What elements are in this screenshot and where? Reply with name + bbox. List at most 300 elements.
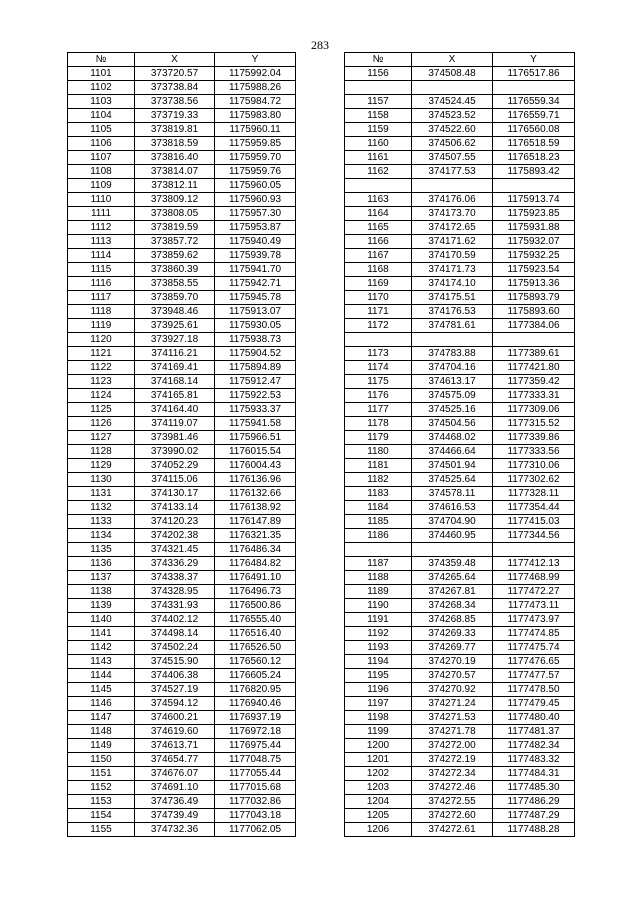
- table-row: [68, 151, 296, 165]
- y-coordinate-cell: 1177479.45: [493, 697, 575, 711]
- point-number-cell: 1120: [68, 333, 135, 347]
- point-number-cell: 1165: [345, 221, 412, 235]
- y-coordinate-cell: 1177339.86: [493, 431, 575, 445]
- table-header-row: [68, 53, 296, 67]
- point-number-cell: 1202: [345, 767, 412, 781]
- point-number-cell: 1168: [345, 263, 412, 277]
- y-coordinate-cell: 1175894.89: [215, 361, 296, 375]
- x-coordinate-cell: 374272.61: [412, 823, 493, 837]
- y-coordinate-cell: 1177032.86: [215, 795, 296, 809]
- y-coordinate-cell: 1177315.52: [493, 417, 575, 431]
- table-row: [345, 109, 575, 123]
- point-number-cell: 1131: [68, 487, 135, 501]
- x-coordinate-cell: 373809.12: [135, 193, 215, 207]
- point-number-cell: 1124: [68, 389, 135, 403]
- x-coordinate-cell: 374613.17: [412, 375, 493, 389]
- point-number-cell: 1179: [345, 431, 412, 445]
- table-row: [345, 515, 575, 529]
- table-row: [345, 137, 575, 151]
- x-coordinate-cell: 373738.84: [135, 81, 215, 95]
- y-coordinate-cell: 1175939.78: [215, 249, 296, 263]
- x-coordinate-cell: 374052.29: [135, 459, 215, 473]
- point-number-cell: 1158: [345, 109, 412, 123]
- y-coordinate-cell: 1177473.11: [493, 599, 575, 613]
- point-number-cell: 1161: [345, 151, 412, 165]
- y-coordinate-cell: 1175953.87: [215, 221, 296, 235]
- table-row: [68, 375, 296, 389]
- coordinates-table-left: [67, 52, 296, 837]
- table-row: [68, 599, 296, 613]
- table-row: [68, 781, 296, 795]
- point-number-cell: 1118: [68, 305, 135, 319]
- table-row: [68, 277, 296, 291]
- table-row: [345, 431, 575, 445]
- point-number-cell: [345, 81, 412, 95]
- x-coordinate-cell: 374268.34: [412, 599, 493, 613]
- point-number-cell: 1141: [68, 627, 135, 641]
- y-coordinate-cell: 1175893.79: [493, 291, 575, 305]
- point-number-cell: 1177: [345, 403, 412, 417]
- table-row: [68, 683, 296, 697]
- point-number-cell: 1129: [68, 459, 135, 473]
- x-coordinate-cell: 374272.46: [412, 781, 493, 795]
- point-number-cell: 1106: [68, 137, 135, 151]
- x-coordinate-cell: 374269.77: [412, 641, 493, 655]
- y-coordinate-cell: 1175960.05: [215, 179, 296, 193]
- point-number-cell: 1204: [345, 795, 412, 809]
- y-coordinate-cell: 1175913.07: [215, 305, 296, 319]
- point-number-cell: 1136: [68, 557, 135, 571]
- y-coordinate-cell: 1176555.40: [215, 613, 296, 627]
- x-coordinate-cell: 373948.46: [135, 305, 215, 319]
- table-row: [345, 193, 575, 207]
- x-coordinate-cell: [412, 333, 493, 347]
- x-coordinate-cell: 374115.06: [135, 473, 215, 487]
- table-header-row: [345, 53, 575, 67]
- point-number-cell: 1137: [68, 571, 135, 585]
- y-coordinate-cell: 1177473.97: [493, 613, 575, 627]
- x-coordinate-cell: 374172.65: [412, 221, 493, 235]
- x-coordinate-cell: 374271.24: [412, 697, 493, 711]
- table-row: [68, 473, 296, 487]
- y-coordinate-cell: 1176136.96: [215, 473, 296, 487]
- point-number-cell: 1147: [68, 711, 135, 725]
- x-coordinate-cell: 374338.37: [135, 571, 215, 585]
- point-number-cell: 1130: [68, 473, 135, 487]
- point-number-cell: 1190: [345, 599, 412, 613]
- table-row: [345, 151, 575, 165]
- x-coordinate-cell: 374594.12: [135, 697, 215, 711]
- y-coordinate-cell: 1177310.06: [493, 459, 575, 473]
- x-coordinate-cell: 373857.72: [135, 235, 215, 249]
- table-row: [68, 179, 296, 193]
- point-number-cell: 1110: [68, 193, 135, 207]
- table-row: [68, 739, 296, 753]
- table-row: [345, 95, 575, 109]
- x-coordinate-cell: 374460.95: [412, 529, 493, 543]
- x-coordinate-cell: 374265.64: [412, 571, 493, 585]
- x-coordinate-cell: 374507.55: [412, 151, 493, 165]
- table-row: [68, 235, 296, 249]
- point-number-cell: 1197: [345, 697, 412, 711]
- y-coordinate-cell: 1177476.65: [493, 655, 575, 669]
- table-row: [68, 249, 296, 263]
- point-number-cell: 1199: [345, 725, 412, 739]
- point-number-cell: 1166: [345, 235, 412, 249]
- point-number-cell: 1121: [68, 347, 135, 361]
- y-coordinate-cell: 1177015.68: [215, 781, 296, 795]
- point-number-cell: 1112: [68, 221, 135, 235]
- point-number-cell: 1185: [345, 515, 412, 529]
- x-coordinate-cell: 374171.62: [412, 235, 493, 249]
- x-coordinate-cell: 374269.33: [412, 627, 493, 641]
- y-coordinate-cell: 1177328.11: [493, 487, 575, 501]
- table-row: [68, 655, 296, 669]
- x-coordinate-cell: 374468.02: [412, 431, 493, 445]
- table-row: [345, 221, 575, 235]
- point-number-cell: 1126: [68, 417, 135, 431]
- x-coordinate-cell: 374359.48: [412, 557, 493, 571]
- point-number-cell: 1186: [345, 529, 412, 543]
- point-number-cell: 1122: [68, 361, 135, 375]
- table-row: [68, 193, 296, 207]
- x-coordinate-cell: 374177.53: [412, 165, 493, 179]
- y-coordinate-cell: 1176500.86: [215, 599, 296, 613]
- column-header-number: №: [68, 53, 135, 67]
- x-coordinate-cell: 374525.16: [412, 403, 493, 417]
- point-number-cell: 1173: [345, 347, 412, 361]
- point-number-cell: 1104: [68, 109, 135, 123]
- x-coordinate-cell: 373816.40: [135, 151, 215, 165]
- y-coordinate-cell: 1176559.34: [493, 95, 575, 109]
- y-coordinate-cell: [493, 81, 575, 95]
- point-number-cell: 1155: [68, 823, 135, 837]
- x-coordinate-cell: 374270.92: [412, 683, 493, 697]
- table-row: [68, 333, 296, 347]
- point-number-cell: 1181: [345, 459, 412, 473]
- y-coordinate-cell: 1177333.31: [493, 389, 575, 403]
- x-coordinate-cell: 373720.57: [135, 67, 215, 81]
- x-coordinate-cell: 373981.46: [135, 431, 215, 445]
- x-coordinate-cell: 374268.85: [412, 613, 493, 627]
- x-coordinate-cell: 374202.38: [135, 529, 215, 543]
- x-coordinate-cell: 373719.33: [135, 109, 215, 123]
- y-coordinate-cell: 1175983.80: [215, 109, 296, 123]
- x-coordinate-cell: 374164.40: [135, 403, 215, 417]
- y-coordinate-cell: 1175922.53: [215, 389, 296, 403]
- x-coordinate-cell: 374501.94: [412, 459, 493, 473]
- x-coordinate-cell: 374600.21: [135, 711, 215, 725]
- y-coordinate-cell: 1177480.40: [493, 711, 575, 725]
- point-number-cell: 1169: [345, 277, 412, 291]
- y-coordinate-cell: 1175942.71: [215, 277, 296, 291]
- y-coordinate-cell: 1177412.13: [493, 557, 575, 571]
- y-coordinate-cell: 1176015.54: [215, 445, 296, 459]
- y-coordinate-cell: 1176486.34: [215, 543, 296, 557]
- x-coordinate-cell: 374272.34: [412, 767, 493, 781]
- point-number-cell: 1178: [345, 417, 412, 431]
- y-coordinate-cell: 1176975.44: [215, 739, 296, 753]
- point-number-cell: 1206: [345, 823, 412, 837]
- point-number-cell: 1191: [345, 613, 412, 627]
- table-row: [345, 67, 575, 81]
- table-row: [345, 417, 575, 431]
- table-row: [345, 697, 575, 711]
- x-coordinate-cell: 374331.93: [135, 599, 215, 613]
- table-row: [68, 725, 296, 739]
- point-number-cell: 1182: [345, 473, 412, 487]
- point-number-cell: 1203: [345, 781, 412, 795]
- y-coordinate-cell: 1177484.31: [493, 767, 575, 781]
- y-coordinate-cell: 1177487.29: [493, 809, 575, 823]
- y-coordinate-cell: 1177415.03: [493, 515, 575, 529]
- point-number-cell: 1103: [68, 95, 135, 109]
- table-row: [68, 767, 296, 781]
- x-coordinate-cell: 374267.81: [412, 585, 493, 599]
- x-coordinate-cell: 374406.38: [135, 669, 215, 683]
- x-coordinate-cell: 373819.81: [135, 123, 215, 137]
- x-coordinate-cell: 374676.07: [135, 767, 215, 781]
- table-row: [68, 711, 296, 725]
- x-coordinate-cell: 374321.45: [135, 543, 215, 557]
- point-number-cell: 1187: [345, 557, 412, 571]
- table-row: [68, 557, 296, 571]
- y-coordinate-cell: 1177485.30: [493, 781, 575, 795]
- table-row: [345, 291, 575, 305]
- table-row: [345, 375, 575, 389]
- y-coordinate-cell: 1177048.75: [215, 753, 296, 767]
- y-coordinate-cell: [493, 179, 575, 193]
- x-coordinate-cell: 374176.06: [412, 193, 493, 207]
- table-row: [345, 403, 575, 417]
- table-row: [68, 109, 296, 123]
- point-number-cell: 1160: [345, 137, 412, 151]
- point-number-cell: 1123: [68, 375, 135, 389]
- y-coordinate-cell: 1176491.10: [215, 571, 296, 585]
- x-coordinate-cell: 374130.17: [135, 487, 215, 501]
- y-coordinate-cell: 1175959.85: [215, 137, 296, 151]
- y-coordinate-cell: 1177475.74: [493, 641, 575, 655]
- table-row: [345, 613, 575, 627]
- y-coordinate-cell: 1175988.26: [215, 81, 296, 95]
- y-coordinate-cell: 1177062.05: [215, 823, 296, 837]
- x-coordinate-cell: 374168.14: [135, 375, 215, 389]
- y-coordinate-cell: 1177344.56: [493, 529, 575, 543]
- column-header-y: Y: [215, 53, 296, 67]
- table-row: [68, 403, 296, 417]
- table-row: [345, 361, 575, 375]
- point-number-cell: 1139: [68, 599, 135, 613]
- y-coordinate-cell: 1175913.36: [493, 277, 575, 291]
- y-coordinate-cell: 1175959.70: [215, 151, 296, 165]
- point-number-cell: 1111: [68, 207, 135, 221]
- table-row: [68, 221, 296, 235]
- x-coordinate-cell: 374575.09: [412, 389, 493, 403]
- x-coordinate-cell: 374613.71: [135, 739, 215, 753]
- table-row: [345, 165, 575, 179]
- point-number-cell: 1113: [68, 235, 135, 249]
- y-coordinate-cell: 1176321.35: [215, 529, 296, 543]
- point-number-cell: 1116: [68, 277, 135, 291]
- x-coordinate-cell: 374508.48: [412, 67, 493, 81]
- table-row: [68, 823, 296, 837]
- y-coordinate-cell: 1176526.50: [215, 641, 296, 655]
- x-coordinate-cell: 373990.02: [135, 445, 215, 459]
- x-coordinate-cell: 374736.49: [135, 795, 215, 809]
- y-coordinate-cell: 1177481.37: [493, 725, 575, 739]
- y-coordinate-cell: 1175941.58: [215, 417, 296, 431]
- table-row: [345, 347, 575, 361]
- y-coordinate-cell: 1176605.24: [215, 669, 296, 683]
- x-coordinate-cell: 374654.77: [135, 753, 215, 767]
- point-number-cell: 1101: [68, 67, 135, 81]
- x-coordinate-cell: 374272.19: [412, 753, 493, 767]
- column-header-y: Y: [493, 53, 575, 67]
- y-coordinate-cell: [493, 333, 575, 347]
- table-row: [345, 529, 575, 543]
- y-coordinate-cell: 1175933.37: [215, 403, 296, 417]
- table-row: [345, 263, 575, 277]
- y-coordinate-cell: 1175932.25: [493, 249, 575, 263]
- x-coordinate-cell: 374272.60: [412, 809, 493, 823]
- point-number-cell: 1183: [345, 487, 412, 501]
- table-row: [345, 123, 575, 137]
- table-row: [68, 571, 296, 585]
- point-number-cell: 1205: [345, 809, 412, 823]
- y-coordinate-cell: 1175984.72: [215, 95, 296, 109]
- point-number-cell: 1164: [345, 207, 412, 221]
- x-coordinate-cell: 374578.11: [412, 487, 493, 501]
- point-number-cell: 1198: [345, 711, 412, 725]
- table-row: [345, 795, 575, 809]
- y-coordinate-cell: 1176147.89: [215, 515, 296, 529]
- x-coordinate-cell: 374175.51: [412, 291, 493, 305]
- y-coordinate-cell: 1177482.34: [493, 739, 575, 753]
- table-row: [345, 725, 575, 739]
- table-row: [68, 501, 296, 515]
- y-coordinate-cell: 1177302.62: [493, 473, 575, 487]
- table-row: [345, 389, 575, 403]
- point-number-cell: 1117: [68, 291, 135, 305]
- table-row: [68, 753, 296, 767]
- point-number-cell: 1201: [345, 753, 412, 767]
- x-coordinate-cell: 373927.18: [135, 333, 215, 347]
- y-coordinate-cell: 1177389.61: [493, 347, 575, 361]
- table-row: [345, 277, 575, 291]
- column-header-x: X: [412, 53, 493, 67]
- point-number-cell: 1171: [345, 305, 412, 319]
- x-coordinate-cell: 374515.90: [135, 655, 215, 669]
- table-row: [345, 809, 575, 823]
- y-coordinate-cell: 1175940.49: [215, 235, 296, 249]
- y-coordinate-cell: 1176937.19: [215, 711, 296, 725]
- x-coordinate-cell: 374525.64: [412, 473, 493, 487]
- table-row: [68, 697, 296, 711]
- y-coordinate-cell: 1177384.06: [493, 319, 575, 333]
- y-coordinate-cell: 1176138.92: [215, 501, 296, 515]
- y-coordinate-cell: 1177488.28: [493, 823, 575, 837]
- y-coordinate-cell: 1175960.93: [215, 193, 296, 207]
- x-coordinate-cell: 374169.41: [135, 361, 215, 375]
- table-row: [345, 557, 575, 571]
- table-row: [68, 417, 296, 431]
- table-row: [68, 641, 296, 655]
- y-coordinate-cell: 1176940.46: [215, 697, 296, 711]
- point-number-cell: 1196: [345, 683, 412, 697]
- table-row: [345, 319, 575, 333]
- x-coordinate-cell: 374336.29: [135, 557, 215, 571]
- x-coordinate-cell: 373925.61: [135, 319, 215, 333]
- x-coordinate-cell: 374616.53: [412, 501, 493, 515]
- y-coordinate-cell: 1176517.86: [493, 67, 575, 81]
- point-number-cell: 1180: [345, 445, 412, 459]
- point-number-cell: 1142: [68, 641, 135, 655]
- y-coordinate-cell: 1176496.73: [215, 585, 296, 599]
- point-number-cell: 1119: [68, 319, 135, 333]
- point-number-cell: 1105: [68, 123, 135, 137]
- table-row: [345, 249, 575, 263]
- point-number-cell: 1133: [68, 515, 135, 529]
- x-coordinate-cell: 374271.53: [412, 711, 493, 725]
- y-coordinate-cell: 1176004.43: [215, 459, 296, 473]
- x-coordinate-cell: 374271.78: [412, 725, 493, 739]
- y-coordinate-cell: 1177478.50: [493, 683, 575, 697]
- table-row: [68, 795, 296, 809]
- table-row: [68, 431, 296, 445]
- point-number-cell: 1102: [68, 81, 135, 95]
- table-row: [68, 137, 296, 151]
- table-row: [68, 165, 296, 179]
- x-coordinate-cell: 374506.62: [412, 137, 493, 151]
- point-number-cell: 1162: [345, 165, 412, 179]
- x-coordinate-cell: 374173.70: [412, 207, 493, 221]
- x-coordinate-cell: 373859.70: [135, 291, 215, 305]
- table-row: [68, 529, 296, 543]
- point-number-cell: 1172: [345, 319, 412, 333]
- table-row: [345, 179, 575, 193]
- y-coordinate-cell: 1175913.74: [493, 193, 575, 207]
- y-coordinate-cell: 1176484.82: [215, 557, 296, 571]
- table-row: [68, 389, 296, 403]
- point-number-cell: 1132: [68, 501, 135, 515]
- x-coordinate-cell: 374619.60: [135, 725, 215, 739]
- y-coordinate-cell: 1175931.88: [493, 221, 575, 235]
- y-coordinate-cell: 1175945.78: [215, 291, 296, 305]
- table-row: [68, 319, 296, 333]
- y-coordinate-cell: [493, 543, 575, 557]
- point-number-cell: 1107: [68, 151, 135, 165]
- table-row: [68, 361, 296, 375]
- table-row: [345, 459, 575, 473]
- x-coordinate-cell: 373808.05: [135, 207, 215, 221]
- point-number-cell: 1149: [68, 739, 135, 753]
- x-coordinate-cell: [412, 543, 493, 557]
- table-row: [345, 81, 575, 95]
- table-row: [68, 81, 296, 95]
- y-coordinate-cell: 1177359.42: [493, 375, 575, 389]
- table-row: [345, 669, 575, 683]
- x-coordinate-cell: 374174.10: [412, 277, 493, 291]
- point-number-cell: 1143: [68, 655, 135, 669]
- y-coordinate-cell: 1177477.57: [493, 669, 575, 683]
- y-coordinate-cell: 1175959.76: [215, 165, 296, 179]
- table-body-right: [345, 67, 575, 837]
- y-coordinate-cell: 1177486.29: [493, 795, 575, 809]
- point-number-cell: 1175: [345, 375, 412, 389]
- y-coordinate-cell: 1175966.51: [215, 431, 296, 445]
- y-coordinate-cell: 1175932.07: [493, 235, 575, 249]
- y-coordinate-cell: 1175923.54: [493, 263, 575, 277]
